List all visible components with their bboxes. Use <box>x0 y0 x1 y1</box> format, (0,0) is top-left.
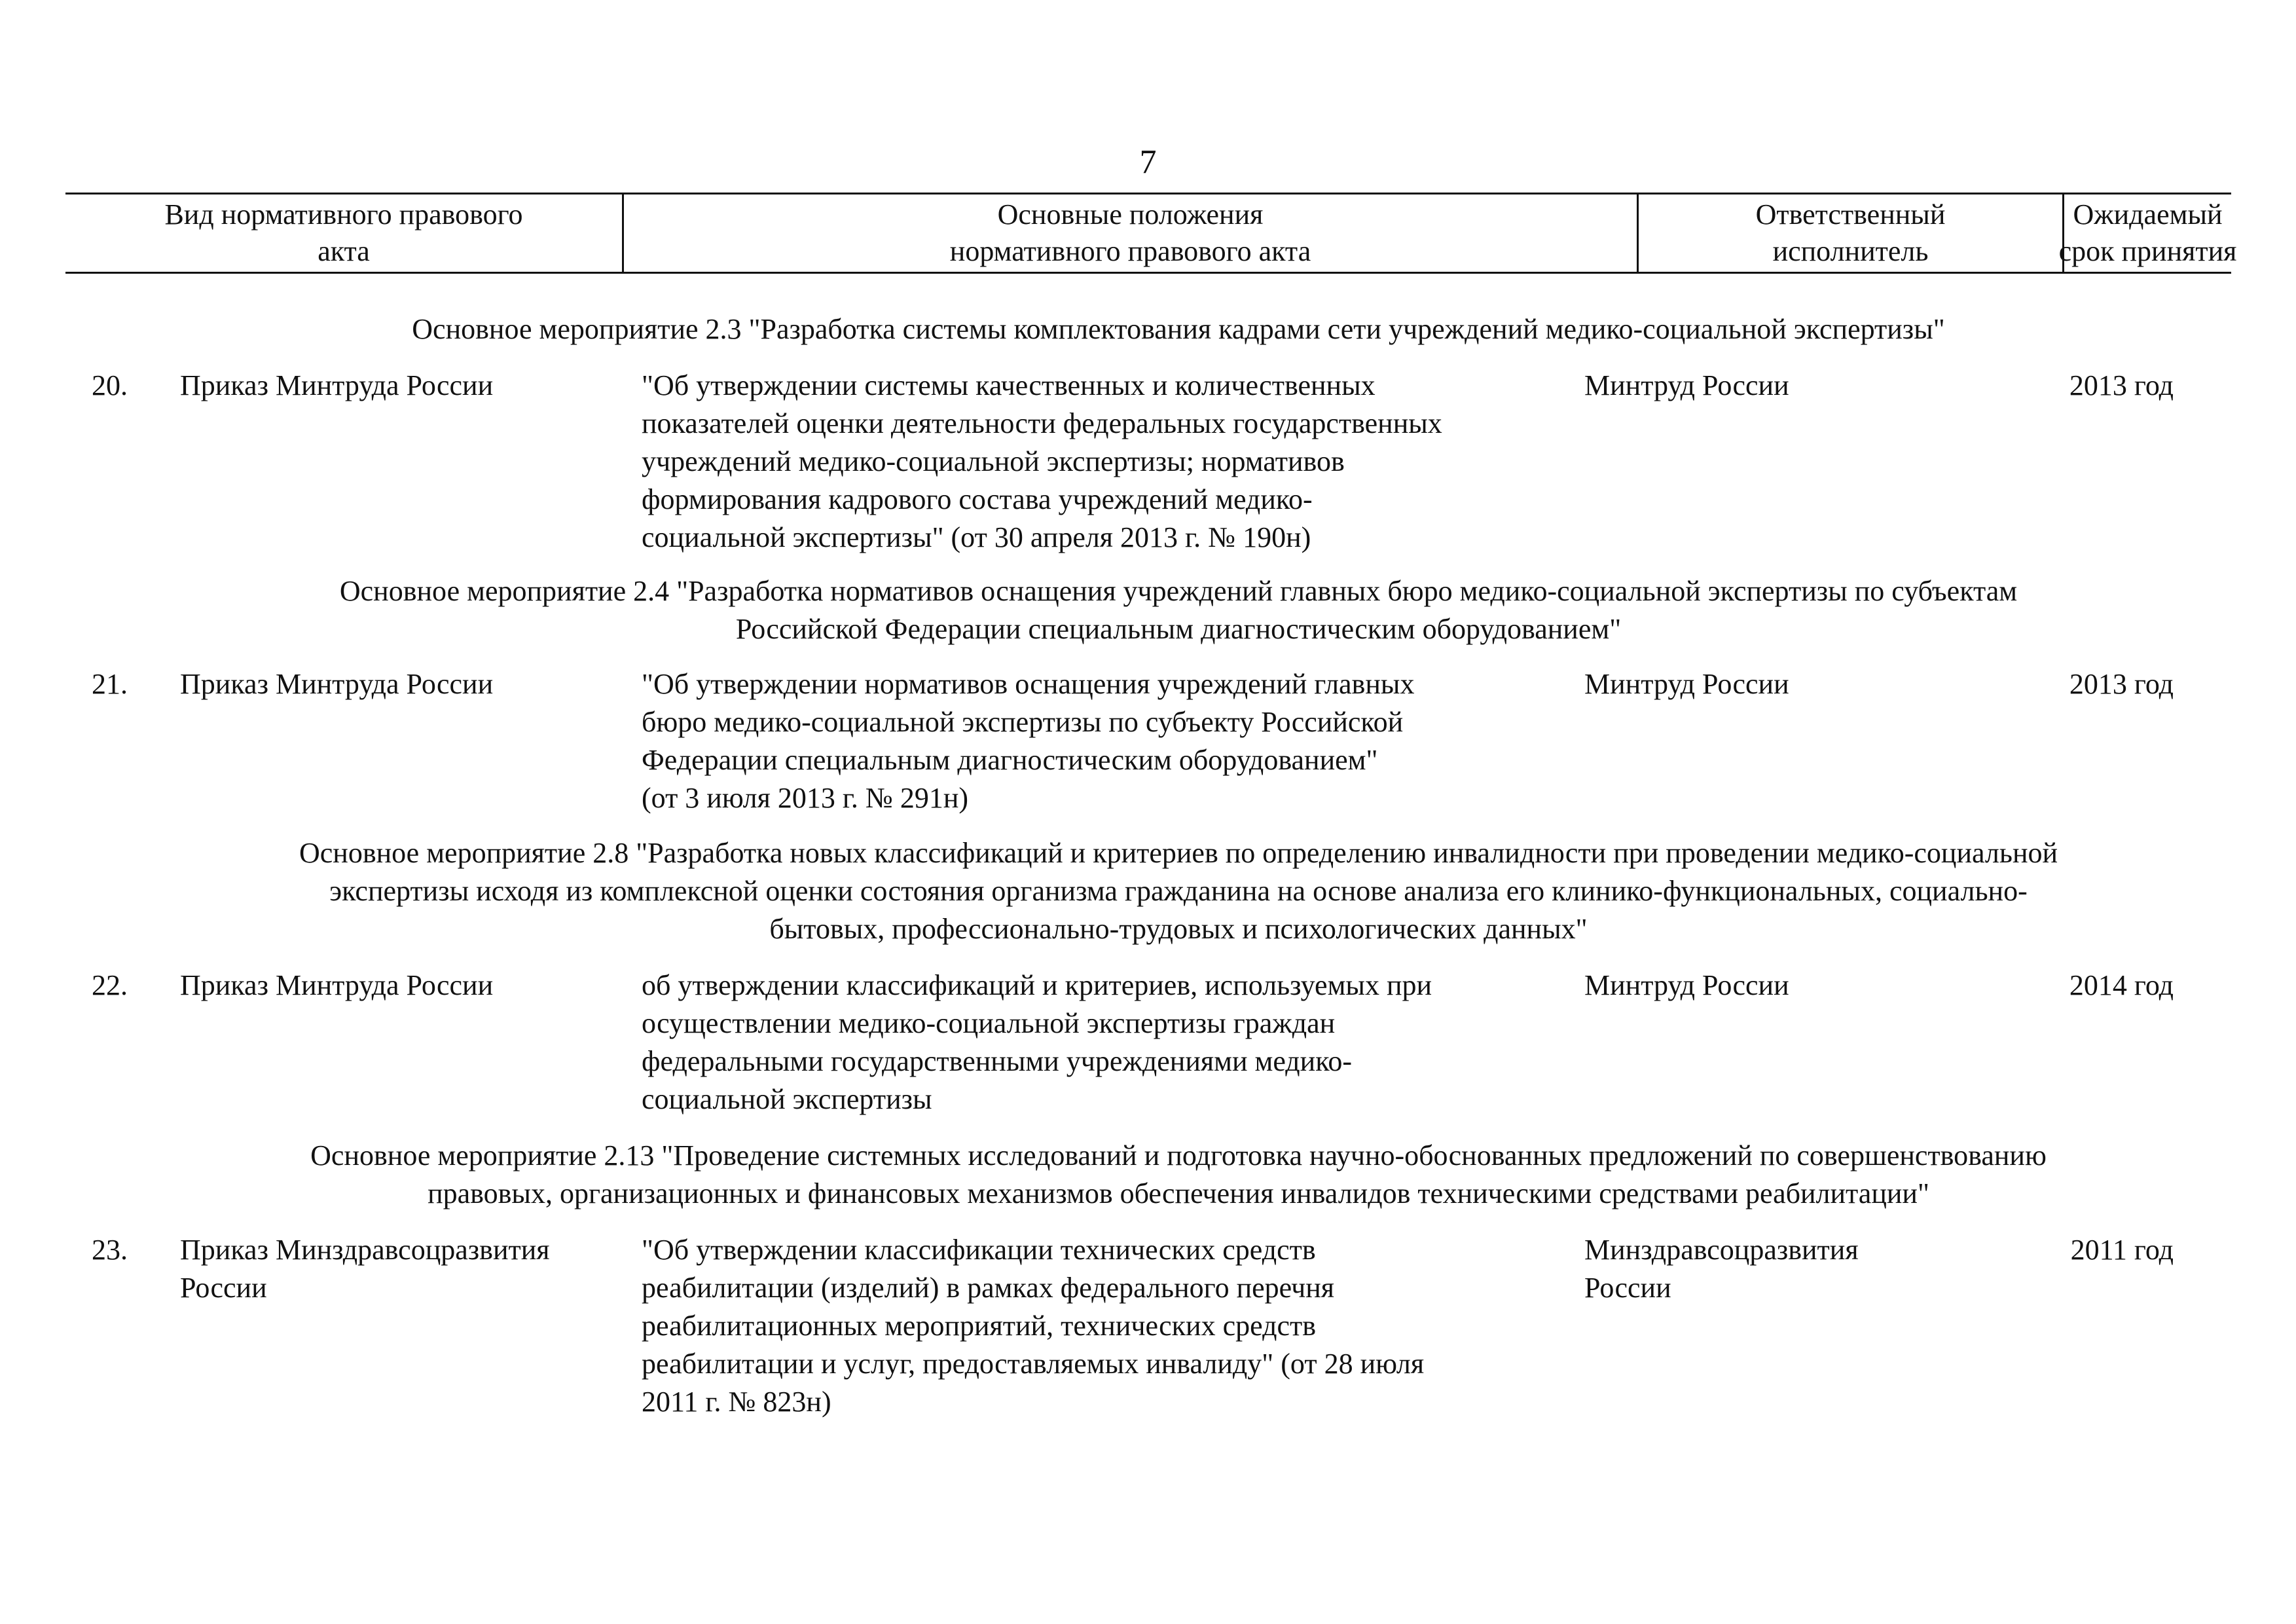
row-act-type <box>180 665 625 703</box>
row-description-line: учреждений медико-социальной экспертизы; нормативов <box>642 445 1345 477</box>
header-col-type-line: акта <box>318 235 370 267</box>
row-term: 2011 год <box>2070 1234 2174 1266</box>
row-description-line: бюро медико-социальной экспертизы по субъекту Российской <box>642 706 1404 738</box>
row-executor-line: Минтруд России <box>1584 668 1789 700</box>
table-header <box>65 193 2237 274</box>
row-executor-line: Минтруд России <box>1584 369 1789 401</box>
group-title <box>131 310 2226 348</box>
header-col-exec <box>1637 194 2062 272</box>
group-title-line: правовых, организационных и финансовых механизмов обеспечения инвалидов техническими средствами реабилитации" <box>428 1177 1929 1209</box>
group-title-line: Основное мероприятие 2.3 "Разработка системы комплектования кадрами сети учреждений медико-социальной экспертизы" <box>412 313 1945 345</box>
row-term: 2014 год <box>2069 969 2174 1001</box>
row-act-type-line: России <box>180 1272 267 1304</box>
group-title <box>131 834 2226 948</box>
row-description-line: формирования кадрового состава учреждений медико- <box>642 483 1313 515</box>
row-executor <box>1584 367 2003 405</box>
row-description <box>642 367 1558 557</box>
row-act-type <box>180 967 625 1005</box>
row-act-type-line: Приказ Минздравсоцразвития <box>180 1234 550 1266</box>
row-description-line: социальной экспертизы <box>642 1083 932 1115</box>
row-number: 22. <box>92 969 128 1001</box>
row-description-line: "Об утверждении нормативов оснащения учреждений главных <box>642 668 1415 700</box>
header-col-desc <box>622 194 1637 272</box>
row-description-line: об утверждении классификаций и критериев, используемых при <box>642 969 1432 1001</box>
row-description <box>642 967 1558 1118</box>
group-title-line: Основное мероприятие 2.13 "Проведение системных исследований и подготовка научно-обоснованных предложений по совершенствованию <box>310 1139 2047 1172</box>
row-description-line: "Об утверждении системы качественных и количественных <box>642 369 1376 401</box>
row-description-line: реабилитации (изделий) в рамках федерального перечня <box>642 1272 1334 1304</box>
row-term: 2013 год <box>2069 668 2174 700</box>
header-col-exec-line: Ответственный <box>1755 198 1946 231</box>
row-act-type-line: Приказ Минтруда России <box>180 369 494 401</box>
row-number: 23. <box>92 1234 128 1266</box>
header-col-type <box>65 194 622 272</box>
row-act-type <box>180 367 625 405</box>
row-description <box>642 665 1558 817</box>
row-description-line: Федерации специальным диагностическим оборудованием" <box>642 744 1378 776</box>
group-title-line: Российской Федерации специальным диагностическим оборудованием" <box>735 613 1622 645</box>
row-description-line: показателей оценки деятельности федеральных государственных <box>642 407 1442 439</box>
row-description-line: 2011 г. № 823н) <box>642 1386 831 1418</box>
group-title <box>131 572 2226 648</box>
row-executor-line: Минтруд России <box>1584 969 1789 1001</box>
header-col-desc-line: нормативного правового акта <box>949 235 1311 267</box>
row-number: 21. <box>92 668 128 700</box>
header-col-exec-line: исполнитель <box>1772 235 1929 267</box>
row-act-type-line: Приказ Минтруда России <box>180 969 494 1001</box>
row-act-type <box>180 1231 625 1307</box>
group-title-line: экспертизы исходя из комплексной оценки состояния организма гражданина на основе анализа его клинико-функциональных, социально- <box>329 875 2028 907</box>
row-description-line: (от 3 июля 2013 г. № 291н) <box>642 782 969 814</box>
row-executor <box>1584 1231 2003 1307</box>
row-number: 20. <box>92 369 128 401</box>
group-title-line: Основное мероприятие 2.8 "Разработка новых классификаций и критериев по определению инвалидности при проведении медико-социальной <box>299 837 2058 869</box>
row-executor <box>1584 967 2003 1005</box>
header-col-desc-line: Основные положения <box>997 198 1264 231</box>
row-description-line: "Об утверждении классификации технических средств <box>642 1234 1316 1266</box>
row-executor <box>1584 665 2003 703</box>
row-executor-line: России <box>1584 1272 1671 1304</box>
header-col-type-line: Вид нормативного правового <box>164 198 523 231</box>
group-title <box>131 1137 2226 1213</box>
row-term: 2013 год <box>2069 369 2174 401</box>
group-title-line: Основное мероприятие 2.4 "Разработка нормативов оснащения учреждений главных бюро медико-социальной экспертизы по субъектам <box>339 575 2018 607</box>
row-executor-line: Минздравсоцразвития <box>1584 1234 1859 1266</box>
row-description-line: социальной экспертизы" (от 30 апреля 2013 г. № 190н) <box>642 521 1311 553</box>
header-col-term-line: Ожидаемый <box>2073 198 2223 231</box>
row-description-line: федеральными государственными учреждениями медико- <box>642 1045 1353 1077</box>
row-act-type-line: Приказ Минтруда России <box>180 668 494 700</box>
row-description-line: осуществлении медико-социальной экспертизы граждан <box>642 1007 1336 1039</box>
page-number: 7 <box>1139 143 1157 181</box>
header-col-term <box>2058 194 2237 272</box>
row-description <box>642 1231 1558 1421</box>
row-description-line: реабилитации и услуг, предоставляемых инвалиду" (от 28 июля <box>642 1348 1425 1380</box>
group-title-line: бытовых, профессионально-трудовых и психологических данных" <box>769 913 1588 945</box>
header-col-term-line: срок принятия <box>2058 235 2237 267</box>
row-description-line: реабилитационных мероприятий, технических средств <box>642 1310 1316 1342</box>
